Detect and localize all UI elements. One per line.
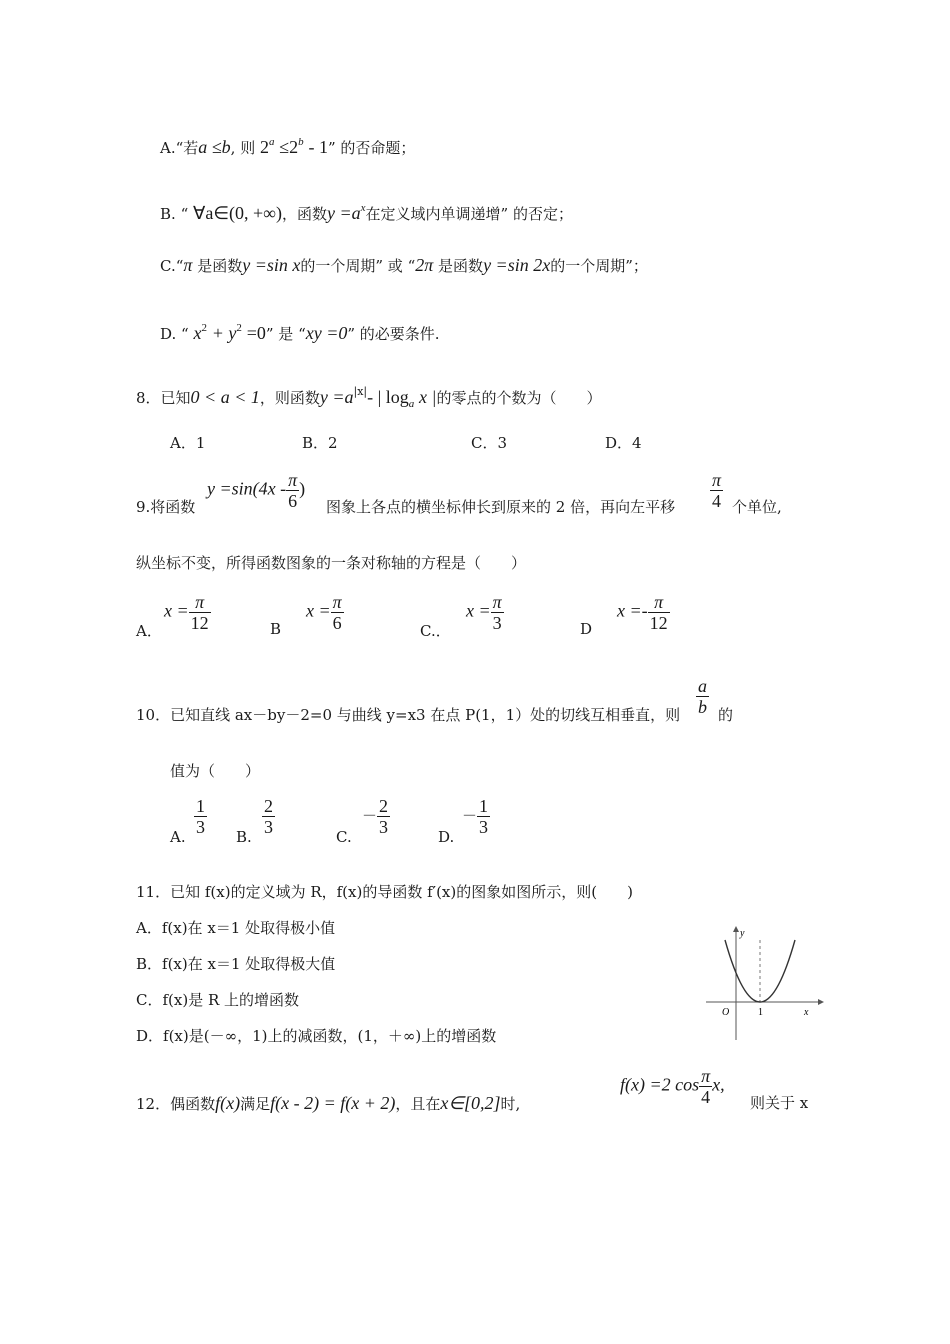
math: x xyxy=(193,323,202,343)
text: 时, xyxy=(500,1095,521,1113)
fraction-numerator: π xyxy=(648,592,670,613)
fraction-denominator: 4 xyxy=(712,491,722,511)
fraction-denominator: 6 xyxy=(332,613,342,633)
y-axis-arrow xyxy=(733,926,739,932)
fraction xyxy=(331,592,344,633)
text: “ xyxy=(181,325,189,343)
fraction-denominator: 6 xyxy=(288,491,298,511)
math: x, xyxy=(712,1074,725,1095)
q10-line2: 值为（ ） xyxy=(170,762,261,780)
text: ，则函数 xyxy=(259,389,320,407)
text: 是函数 xyxy=(438,257,484,275)
math: x =- xyxy=(617,600,648,621)
fraction-numerator: 1 xyxy=(196,796,205,816)
q9-shift-fraction xyxy=(710,470,723,511)
q10-stem-tail: 的 xyxy=(718,706,734,724)
q9-option-d-label: D xyxy=(580,620,593,638)
fraction-numerator: π xyxy=(332,592,342,612)
math: y =sin(4x - xyxy=(207,478,287,499)
fraction-denominator: 3 xyxy=(492,613,502,633)
q7-option-b xyxy=(160,198,573,224)
q10-option-d-label: D. xyxy=(438,828,455,846)
math: y =sin 2x xyxy=(483,255,551,275)
text: ” 的否命题； xyxy=(327,139,416,157)
q10-option-a xyxy=(194,796,207,837)
math: π xyxy=(183,255,193,275)
q9-option-a xyxy=(164,592,211,633)
math: x = xyxy=(306,600,331,621)
sign: － xyxy=(462,806,478,825)
math: + y xyxy=(211,323,237,343)
q7-option-c xyxy=(160,255,648,276)
fraction-numerator: π xyxy=(189,592,211,613)
math: xy =0 xyxy=(305,323,348,343)
math-sup: a xyxy=(269,136,275,148)
fraction xyxy=(710,470,723,511)
fraction-denominator: 3 xyxy=(196,817,205,837)
q8-option-b: B．2 xyxy=(302,434,338,452)
q7-option-d xyxy=(160,318,440,344)
q8-stem xyxy=(136,382,601,414)
option-label: C. xyxy=(160,257,176,275)
math-sub: a xyxy=(408,398,415,410)
q11-stem: 11．已知 f(x)的定义域为 R，f(x)的导函数 f′(x)的图象如图所示，则( ) xyxy=(136,883,633,901)
math: x | xyxy=(419,387,437,407)
text: “若 xyxy=(175,139,199,157)
text: 满足 xyxy=(240,1095,271,1113)
math: 2 xyxy=(260,137,269,157)
math: a ≤b xyxy=(198,137,231,157)
fraction xyxy=(477,796,490,837)
option-label: D. xyxy=(160,325,177,343)
math: f(x - 2) = f(x + 2) xyxy=(270,1093,396,1113)
text: 的一个周期” 或 “ xyxy=(300,257,416,275)
fraction xyxy=(699,1066,712,1107)
q12-stem-tail: 则关于 x xyxy=(750,1094,809,1112)
fraction xyxy=(286,470,299,511)
math: x = xyxy=(164,600,189,621)
q9-stem-text: 图象上各点的横坐标伸长到原来的 2 倍，再向左平移 xyxy=(326,498,676,516)
text: 8．已知 xyxy=(136,389,191,407)
math: x = xyxy=(466,600,491,621)
math: f(x) xyxy=(215,1093,241,1113)
y-axis-label: y xyxy=(740,928,745,939)
fraction-numerator: π xyxy=(492,592,502,612)
text: ，且在 xyxy=(395,1095,441,1113)
fraction xyxy=(696,676,709,717)
q10-fraction xyxy=(696,676,709,717)
q11-option-a: A．f(x)在 x＝1 处取得极小值 xyxy=(136,919,336,937)
text: 的零点的个数为（ ） xyxy=(436,389,602,407)
q8-option-d: D．4 xyxy=(605,434,642,452)
fraction-numerator: π xyxy=(712,470,722,490)
fraction-numerator: 1 xyxy=(479,796,489,816)
tick-label-1: 1 xyxy=(758,1007,763,1018)
q8-option-a: A．1 xyxy=(170,434,206,452)
option-label: A. xyxy=(160,139,176,157)
q7-option-a xyxy=(160,132,415,158)
q10-option-b xyxy=(262,796,275,837)
text: 的一个周期”； xyxy=(550,257,648,275)
math: f(x) =2 cos xyxy=(620,1074,700,1095)
text: ” 的必要条件. xyxy=(347,325,440,343)
math: =0 xyxy=(246,323,266,343)
fraction xyxy=(491,592,504,633)
math: ≤2 xyxy=(279,137,299,157)
q10-option-a-label: A. xyxy=(170,828,186,846)
q9-option-b-label: B xyxy=(270,620,282,638)
fraction-numerator: 2 xyxy=(264,796,273,816)
text: 12．偶函数 xyxy=(136,1095,216,1113)
fraction-numerator: a xyxy=(698,676,707,696)
q9-function xyxy=(207,470,305,511)
derivative-graph xyxy=(700,922,826,1046)
q11-option-b: B．f(x)在 x＝1 处取得极大值 xyxy=(136,955,336,973)
fraction-denominator: 3 xyxy=(264,817,273,837)
fraction-denominator: 12 xyxy=(190,613,209,633)
q12-stem xyxy=(136,1093,520,1114)
math-sup: b xyxy=(298,136,304,148)
fraction-numerator: π xyxy=(288,470,298,490)
math: y =a xyxy=(327,203,361,223)
math: 2π xyxy=(415,255,434,275)
fraction-denominator: b xyxy=(698,697,707,717)
fraction-numerator: 2 xyxy=(379,796,389,816)
math: ∀a∈(0, +∞) xyxy=(193,203,282,223)
math-sup: x xyxy=(360,202,366,214)
option-label: B. xyxy=(160,205,176,223)
math: ) xyxy=(299,478,306,499)
math-sup: 2 xyxy=(201,322,207,334)
sign: － xyxy=(362,806,378,825)
q9-option-d xyxy=(617,592,670,633)
fraction-denominator: 3 xyxy=(479,817,489,837)
q9-option-c-label: C.． xyxy=(420,622,451,640)
fraction xyxy=(377,796,390,837)
x-axis-label: x xyxy=(804,1007,809,1018)
fraction xyxy=(648,592,670,633)
fraction xyxy=(189,592,211,633)
math: - 1 xyxy=(308,137,328,157)
q10-option-d xyxy=(462,796,490,837)
q9-option-c xyxy=(466,592,504,633)
text: 在定义域内单调递增” 的否定； xyxy=(365,205,573,223)
text: , 则 xyxy=(230,139,256,157)
q8-option-c: C．3 xyxy=(471,434,508,452)
text: ，函数 xyxy=(282,205,328,223)
q9-line2: 纵坐标不变，所得函数图象的一条对称轴的方程是（ ） xyxy=(136,554,527,572)
math: x∈[0,2] xyxy=(440,1093,501,1113)
math: 0 < a < 1 xyxy=(190,387,260,407)
math-sup: |x| xyxy=(353,385,368,398)
x-axis-arrow xyxy=(818,999,824,1005)
q10-stem: 10．已知直线 ax－by－2=0 与曲线 y=x3 在点 P(1，1）处的切线互相垂直，则 xyxy=(136,706,681,724)
fraction-numerator: π xyxy=(701,1066,711,1086)
q10-option-b-label: B. xyxy=(236,828,252,846)
q10-option-c xyxy=(362,796,390,837)
q12-function xyxy=(620,1066,725,1107)
fraction xyxy=(262,796,275,837)
q9-stem-tail: 个单位, xyxy=(732,498,782,516)
fraction xyxy=(194,796,207,837)
fraction-denominator: 4 xyxy=(701,1087,711,1107)
math: y =a xyxy=(319,387,354,407)
fraction-denominator: 12 xyxy=(649,613,668,633)
text: “ xyxy=(180,205,189,223)
q11-option-c: C．f(x)是 R 上的增函数 xyxy=(136,991,300,1009)
q10-option-c-label: C. xyxy=(336,828,352,846)
text: ” 是 “ xyxy=(265,325,306,343)
math: y =sin x xyxy=(242,255,301,275)
q11-option-d: D．f(x)是(－∞，1)上的减函数，(1，＋∞)上的增函数 xyxy=(136,1027,497,1045)
math-sup: 2 xyxy=(236,322,242,334)
q9-stem-label: 9.将函数 xyxy=(136,498,196,516)
math: - | log xyxy=(367,387,409,407)
q9-option-a-label: A． xyxy=(136,622,162,640)
q9-option-b xyxy=(306,592,344,633)
origin-label: O xyxy=(722,1007,730,1018)
fraction-denominator: 3 xyxy=(379,817,389,837)
text: 是函数 xyxy=(197,257,243,275)
text: “ xyxy=(175,257,184,275)
